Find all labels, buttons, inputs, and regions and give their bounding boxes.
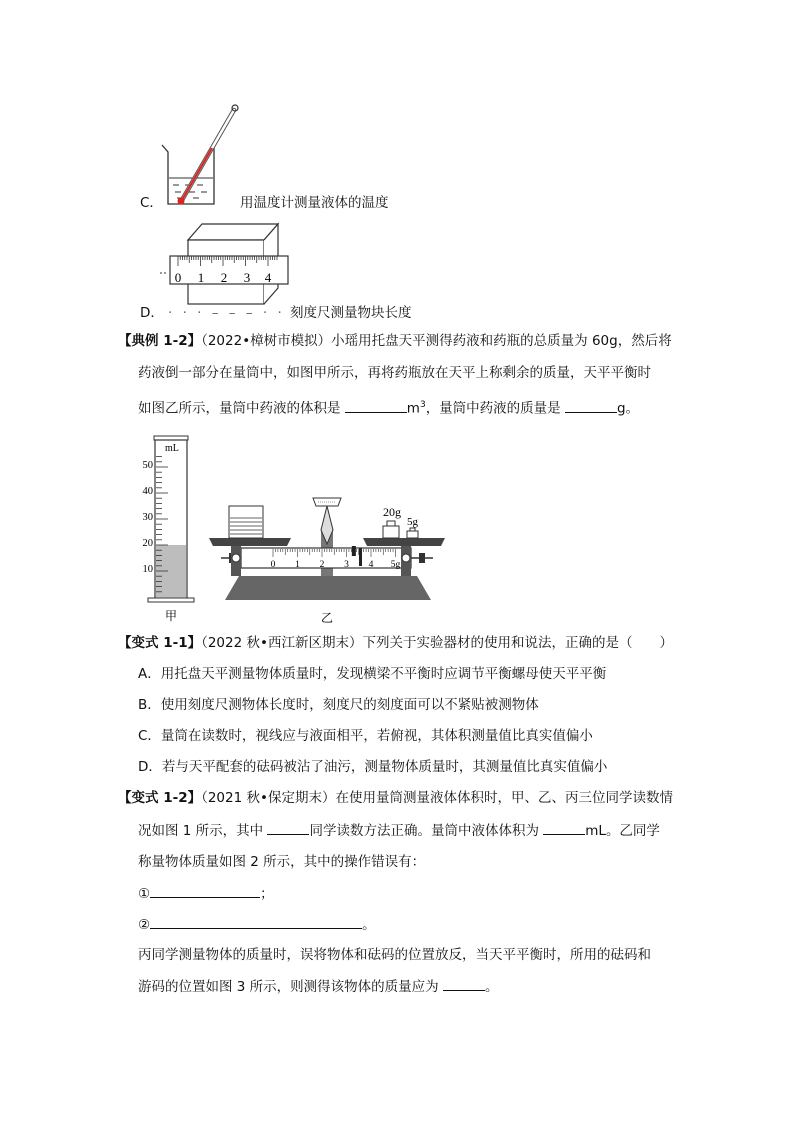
unit-text: g。 <box>616 400 640 417</box>
choice-b[interactable]: B．使用刻度尺测物体长度时，刻度尺的刻度面可以不紧贴被测物体 <box>138 697 539 713</box>
variant-tag: 【变式 1-1】 <box>118 635 202 651</box>
answer-blank-mass[interactable] <box>565 398 617 413</box>
cylinder-tick-label: 40 <box>142 486 153 497</box>
option-c-letter: C． <box>140 195 163 211</box>
answer-item-1 <box>138 883 274 904</box>
figure-caption-jia: 甲 <box>164 609 178 623</box>
weight-label: 20g <box>383 505 401 519</box>
ruler-block-figure <box>158 218 298 308</box>
unit-text: m <box>406 400 420 417</box>
item-number: ② <box>138 917 151 933</box>
answer-blank-volume[interactable] <box>345 398 407 413</box>
variant-1-2-line2 <box>138 820 660 841</box>
balance-rider <box>352 546 356 556</box>
beam-scale-label: 5g <box>390 560 401 570</box>
answer-blank-volume-ml[interactable] <box>543 820 585 835</box>
choice-c[interactable]: C．量筒在读数时，视线应与液面相平，若俯视，其体积测量值比真实值偏小 <box>138 728 593 744</box>
variant-1-2-line4: 丙同学测量物体的质量时，误将物体和砝码的位置放反，当天平平衡时，所用的砝码和 <box>138 947 651 963</box>
variant-1-2-line3: 称量物体质量如图 2 所示，其中的操作错误有： <box>138 854 426 870</box>
cylinder-tick-label: 20 <box>142 538 153 549</box>
option-d-text: 刻度尺测量物块长度 <box>290 305 412 321</box>
balance-figure <box>205 488 450 624</box>
ruler-label: 4 <box>264 270 272 285</box>
beam-scale-label: 0 <box>270 560 276 570</box>
item-number: ① <box>138 886 151 902</box>
beam-scale-label: 4 <box>368 560 374 570</box>
variant-text: （2021 秋•保定期末）在使用量筒测量液体体积时，甲、乙、丙三位同学读数情 <box>201 790 673 806</box>
cylinder-tick-label: 30 <box>142 512 153 523</box>
beam-scale-label: 1 <box>295 560 300 570</box>
dotted-leader: · · · – – – · · · · <box>168 305 314 321</box>
answer-blank-student[interactable] <box>267 820 309 835</box>
option-c-text: 用温度计测量液体的温度 <box>240 195 389 211</box>
graduated-cylinder-figure <box>136 430 196 626</box>
example-text: （2022•樟树市模拟）小瑶用托盘天平测得药液和药瓶的总质量为 60g，然后将 <box>201 333 672 349</box>
choice-d[interactable]: D．若与天平配套的砝码被沾了油污，测量物体质量时，其测量值比真实值偏小 <box>138 759 608 775</box>
ruler-label: 2 <box>220 270 228 285</box>
example-1-2-line1 <box>118 331 672 351</box>
beam-scale-label: 2 <box>319 560 325 570</box>
beam-scale-label: 3 <box>344 560 349 570</box>
variant-1-1-stem <box>118 633 673 653</box>
answer-blank-mass-result[interactable] <box>443 976 485 991</box>
question-text: 如图乙所示，量筒中药液的体积是 <box>138 400 341 417</box>
ruler-label: 1 <box>197 270 205 285</box>
answer-item-2 <box>138 914 376 935</box>
example-1-2-line3 <box>138 395 639 419</box>
cylinder-tick-label: 50 <box>142 460 153 471</box>
thermometer-beaker-figure <box>150 100 250 210</box>
example-1-2-line2: 药液倒一部分在量筒中，如图甲所示，再将药瓶放在天平上称剩余的质量，天平平衡时 <box>138 365 651 381</box>
cylinder-tick-label: 10 <box>142 564 153 575</box>
ruler-label: 3 <box>243 270 251 285</box>
question-end: 。 <box>484 979 499 995</box>
option-d-letter: D． <box>140 305 164 321</box>
unit-superscript: 3 <box>419 400 426 410</box>
question-text: 游码的位置如图 3 所示，则测得该物体的质量应为 <box>138 979 439 995</box>
cylinder-unit: mL <box>165 443 179 454</box>
item-end: 。 <box>362 917 376 933</box>
variant-text: （2022 秋•西江新区期末）下列关于实验器材的使用和说法，正确的是（ ） <box>201 635 673 651</box>
example-tag: 【典例 1-2】 <box>118 333 202 349</box>
answer-blank-error-1[interactable] <box>150 883 260 898</box>
variant-1-2-line5 <box>138 976 498 997</box>
weight-label: 5g <box>407 516 418 528</box>
variant-tag: 【变式 1-2】 <box>118 790 202 806</box>
item-end: ； <box>260 886 274 902</box>
question-text: 况如图 1 所示，其中 <box>138 823 264 839</box>
variant-1-2-line1 <box>118 788 673 808</box>
ruler-label: 0 <box>174 270 182 285</box>
choice-a[interactable]: A．用托盘天平测量物体质量时，发现横梁不平衡时应调节平衡螺母使天平平衡 <box>138 666 607 682</box>
figure-caption-yi: 乙 <box>320 611 334 624</box>
answer-blank-error-2[interactable] <box>150 914 362 929</box>
question-text: mL。乙同学 <box>585 823 660 839</box>
question-text: ，量筒中药液的质量是 <box>425 400 561 417</box>
question-text: 同学读数方法正确。量筒中液体体积为 <box>309 823 539 839</box>
